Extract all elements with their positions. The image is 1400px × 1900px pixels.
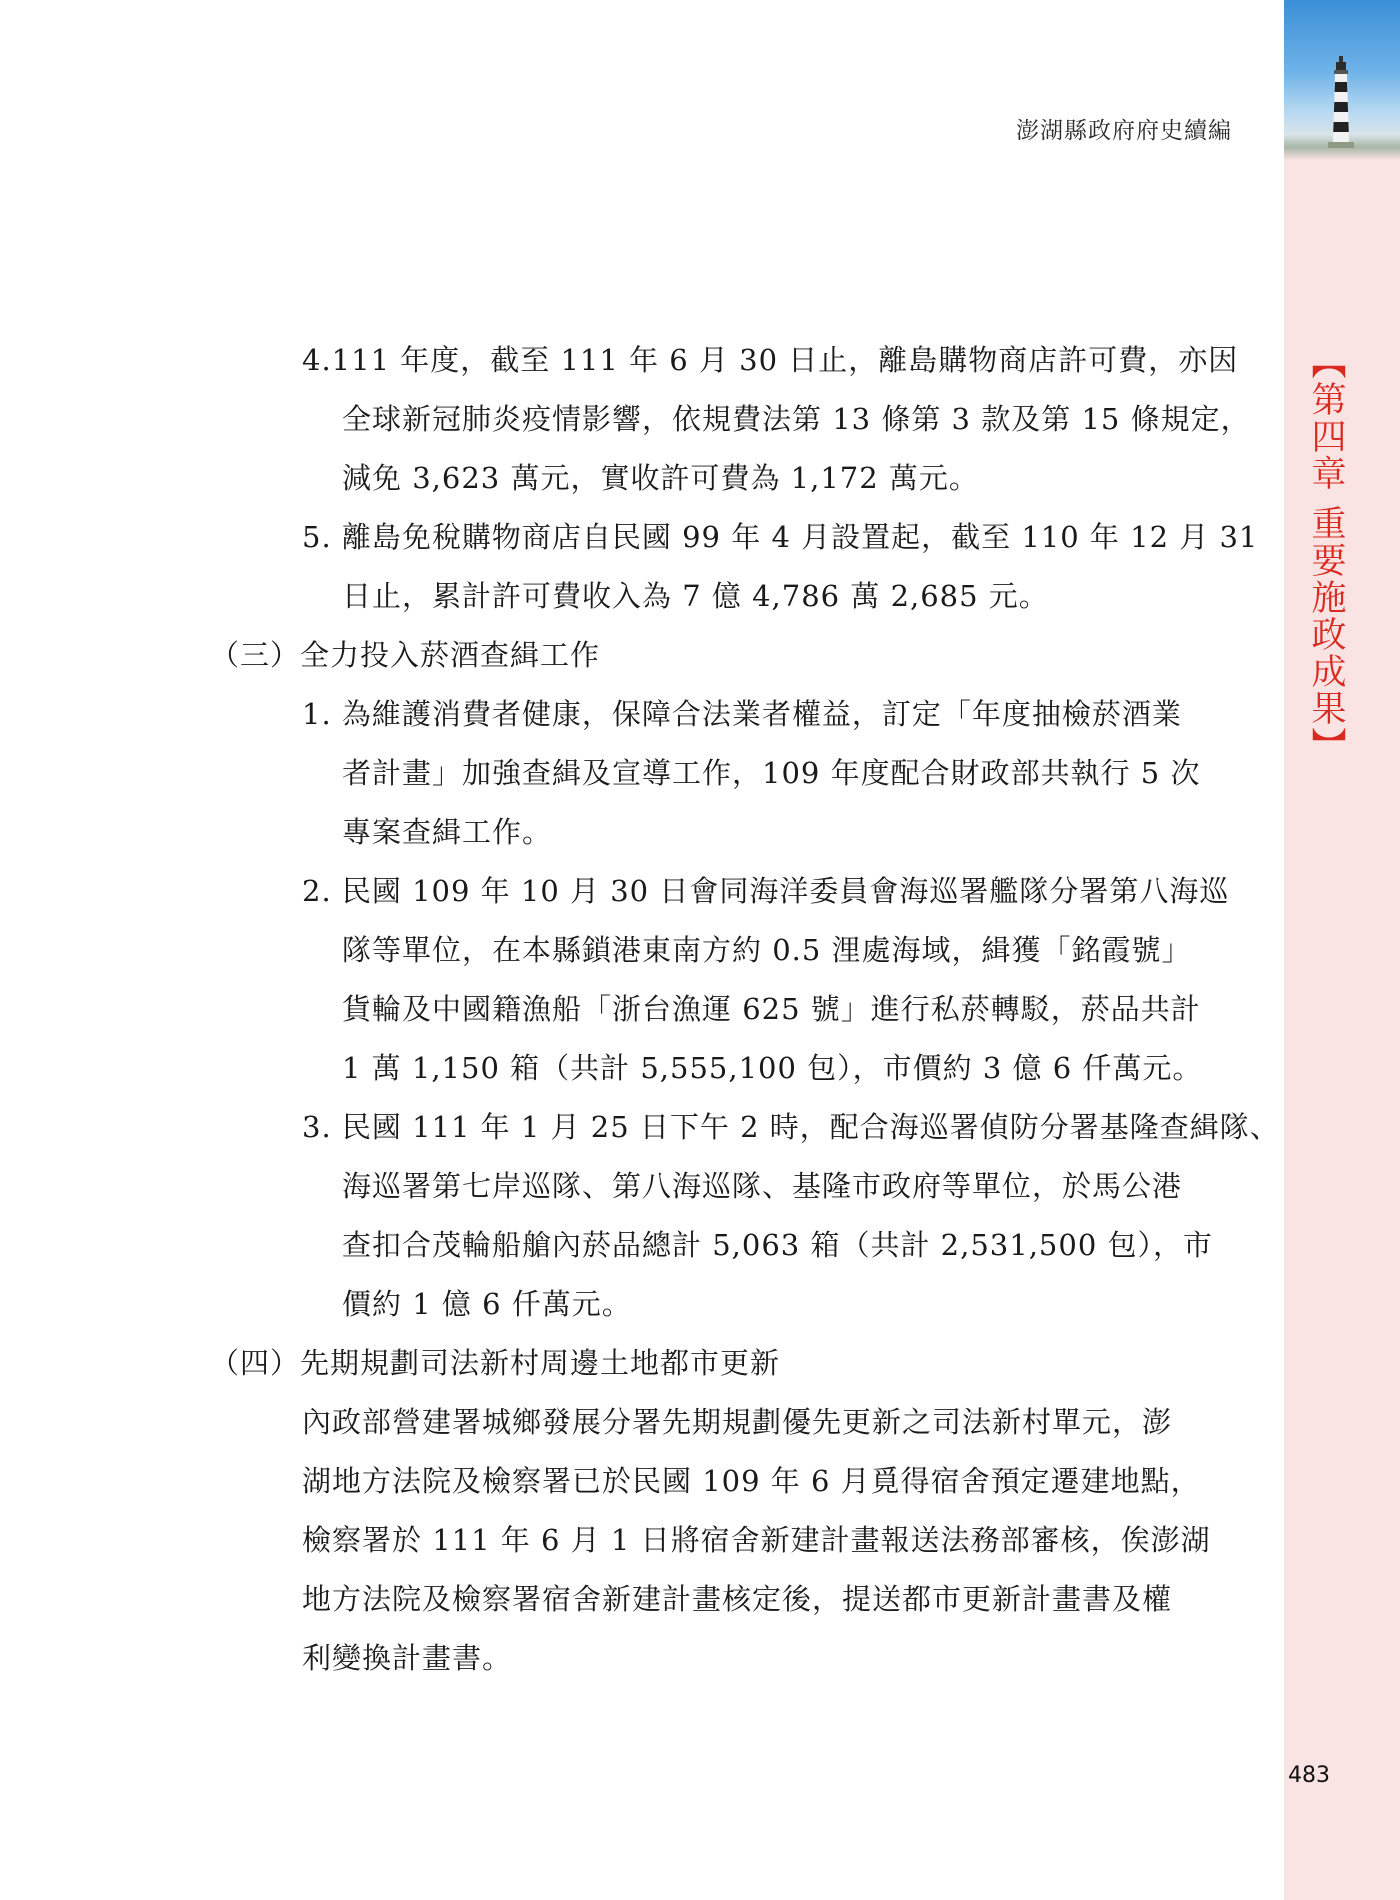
body-line: 4.111 年度，截至 111 年 6 月 30 日止，離島購物商店許可費，亦因 xyxy=(302,343,1239,377)
body-line: 檢察署於 111 年 6 月 1 日將宿舍新建計畫報送法務部審核，俟澎湖 xyxy=(302,1523,1211,1557)
body-line: 內政部營建署城鄉發展分署先期規劃優先更新之司法新村單元，澎 xyxy=(302,1405,1173,1439)
body-line: 1. 為維護消費者健康，保障合法業者權益，訂定「年度抽檢菸酒業 xyxy=(302,697,1182,731)
body-line: 專案查緝工作。 xyxy=(342,815,553,849)
lighthouse-photo xyxy=(1284,0,1400,160)
body-line: 利變換計畫書。 xyxy=(302,1641,513,1675)
body-line: 價約 1 億 6 仟萬元。 xyxy=(342,1287,632,1321)
body-line: 隊等單位，在本縣鎖港東南方約 0.5 浬處海域，緝獲「銘霞號」 xyxy=(342,933,1192,967)
body-line: 1 萬 1,150 箱（共計 5,555,100 包），市價約 3 億 6 仟萬元。 xyxy=(342,1051,1203,1085)
body-line: 全球新冠肺炎疫情影響，依規費法第 13 條第 3 款及第 15 條規定， xyxy=(342,402,1251,436)
body-line: 減免 3,623 萬元，實收許可費為 1,172 萬元。 xyxy=(342,461,979,495)
body-line: 湖地方法院及檢察署已於民國 109 年 6 月覓得宿舍預定遷建地點， xyxy=(302,1464,1201,1498)
body-line: 貨輪及中國籍漁船「浙台漁運 625 號」進行私菸轉駁，菸品共計 xyxy=(342,992,1201,1026)
body-line: 5. 離島免稅購物商店自民國 99 年 4 月設置起，截至 110 年 12 月 31 xyxy=(302,520,1259,554)
section-heading: （三）全力投入菸酒查緝工作 xyxy=(210,638,601,672)
body-line: 查扣合茂輪船艙內菸品總計 5,063 箱（共計 2,531,500 包），市 xyxy=(342,1228,1213,1262)
body-line: 3. 民國 111 年 1 月 25 日下午 2 時，配合海巡署偵防分署基隆查緝隊、 xyxy=(302,1110,1280,1144)
section-heading: （四）先期規劃司法新村周邊土地都市更新 xyxy=(210,1346,781,1380)
body-line: 海巡署第七岸巡隊、第八海巡隊、基隆市政府等單位，於馬公港 xyxy=(342,1169,1183,1203)
page-number: 483 xyxy=(1288,1763,1330,1788)
body-line: 日止，累計許可費收入為 7 億 4,786 萬 2,685 元。 xyxy=(342,579,1049,613)
chapter-label: 【第四章 重要施政成果】 xyxy=(1306,344,1346,765)
chapter-sidebar xyxy=(1284,0,1400,1900)
lighthouse-icon xyxy=(1326,56,1356,152)
body-line: 地方法院及檢察署宿舍新建計畫核定後，提送都市更新計畫書及權 xyxy=(302,1582,1173,1616)
body-line: 2. 民國 109 年 10 月 30 日會同海洋委員會海巡署艦隊分署第八海巡 xyxy=(302,874,1230,908)
body-line: 者計畫」加強查緝及宣導工作，109 年度配合財政部共執行 5 次 xyxy=(342,756,1201,790)
running-header: 澎湖縣政府府史續編 xyxy=(1016,118,1232,144)
